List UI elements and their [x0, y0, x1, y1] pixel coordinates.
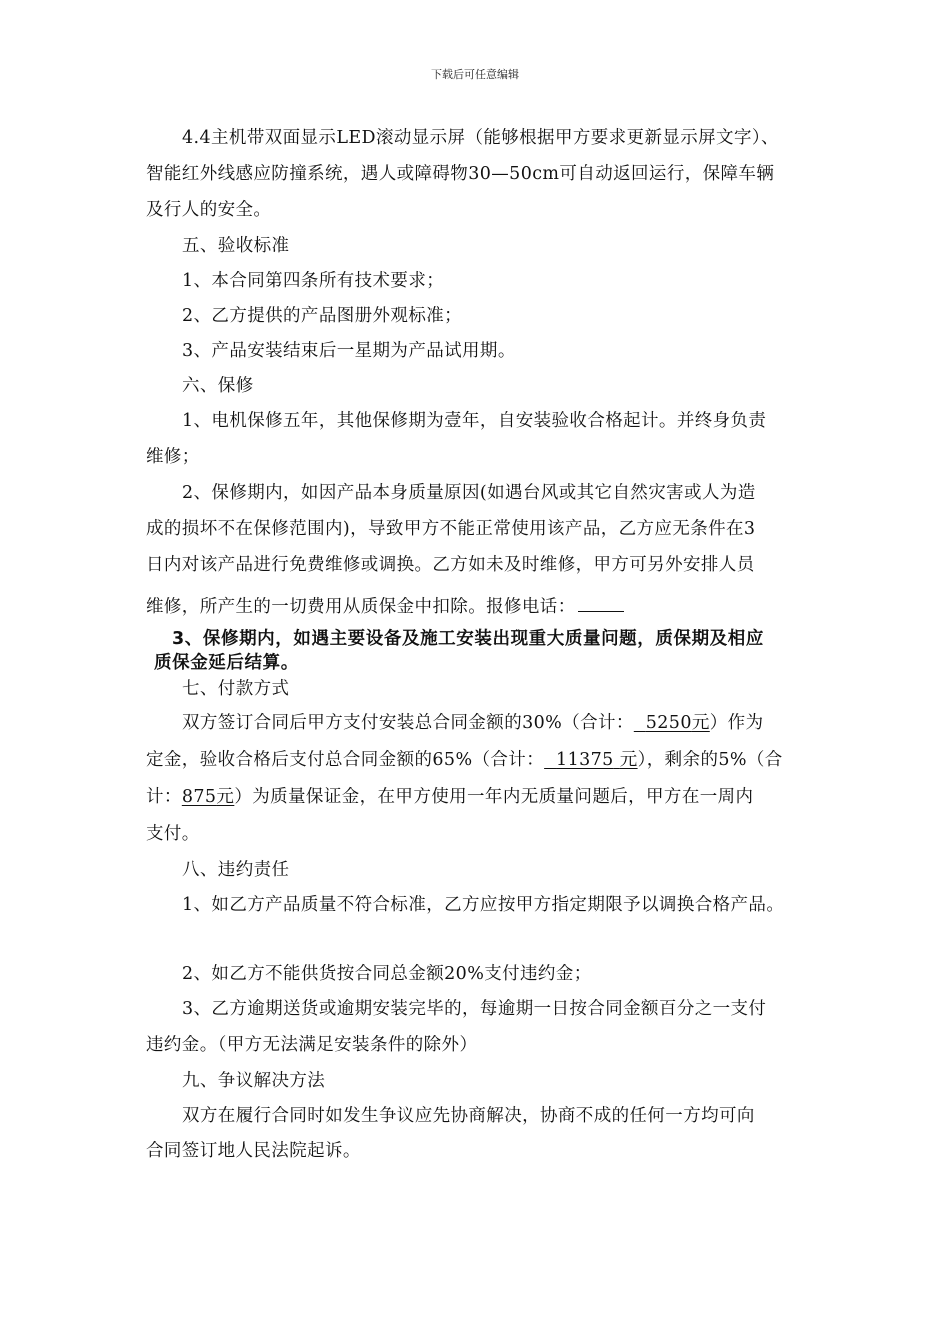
acceptance-amount-value: 11375: [556, 750, 614, 770]
clause-4-4-line1: 4.4主机带双面显示LED滚动显示屏（能够根据甲方要求更新显示屏文字）、: [182, 128, 779, 148]
acceptance-amount-unit: 元: [619, 750, 638, 770]
deposit-amount-value: 5250: [645, 713, 692, 733]
deposit-amount: [634, 713, 710, 733]
clause-4-4-line2: 智能红外线感应防撞系统，遇人或障碍物30—50cm可自动返回运行，保障车辆: [146, 164, 775, 184]
payment-text: 计：: [146, 787, 182, 807]
acceptance-item-2: 2、乙方提供的产品图册外观标准；: [182, 306, 463, 326]
acceptance-item-1: 1、本合同第四条所有技术要求；: [182, 271, 445, 291]
breach-item-3-line2: 违约金。（甲方无法满足安装条件的除外）: [146, 1035, 478, 1055]
retention-amount-value: 875: [181, 787, 217, 807]
payment-line4: 支付。: [146, 824, 200, 844]
payment-line1: [182, 712, 763, 734]
warranty-item-3-line1: 3、保修期内，如遇主要设备及施工安装出现重大质量问题，质保期及相应: [172, 629, 764, 649]
repair-phone-blank: [578, 593, 624, 612]
retention-amount: [182, 787, 235, 807]
warranty-item-2-line2: 成的损坏不在保修范围内)，导致甲方不能正常使用该产品，乙方应无条件在3: [146, 519, 756, 539]
section-9-heading: 九、争议解决方法: [182, 1071, 326, 1091]
repair-phone-label: 维修，所产生的一切费用从质保金中扣除。报修电话：: [146, 597, 576, 617]
warranty-item-1-line2: 维修；: [146, 447, 200, 467]
breach-item-3-line1: 3、乙方逾期送货或逾期安装完毕的，每逾期一日按合同金额百分之一支付: [182, 999, 767, 1019]
warranty-item-2-line4: [146, 593, 624, 618]
warranty-item-3-line2: 质保金延后结算。: [154, 653, 299, 673]
retention-amount-unit: 元: [216, 787, 235, 807]
payment-line3: [146, 786, 753, 808]
payment-text: ）作为: [709, 713, 764, 733]
page-header: 下载后可任意编辑: [431, 68, 519, 81]
payment-text: 定金，验收合格后支付总合同金额的65%（合计：: [146, 750, 545, 770]
section-5-heading: 五、验收标准: [182, 236, 290, 256]
payment-line2: [146, 749, 783, 771]
breach-item-1: 1、如乙方产品质量不符合标准，乙方应按甲方指定期限予以调换合格产品。: [182, 895, 785, 915]
section-6-heading: 六、保修: [182, 376, 254, 396]
section-8-heading: 八、违约责任: [182, 860, 290, 880]
payment-text: ）为质量保证金，在甲方使用一年内无质量问题后，甲方在一周内: [234, 787, 754, 807]
dispute-line2: 合同签订地人民法院起诉。: [146, 1141, 361, 1161]
deposit-amount-unit: 元: [691, 713, 710, 733]
dispute-line1: 双方在履行合同时如发生争议应先协商解决，协商不成的任何一方均可向: [182, 1106, 755, 1126]
clause-4-4-line3: 及行人的安全。: [146, 200, 272, 220]
payment-text: ），剩余的5%（合: [637, 750, 783, 770]
warranty-item-2-line1: 2、保修期内，如因产品本身质量原因(如遇台风或其它自然灾害或人为造: [182, 483, 756, 503]
warranty-item-2-line3: 日内对该产品进行免费维修或调换。乙方如未及时维修，甲方可另外安排人员: [146, 555, 755, 575]
warranty-item-1-line1: 1、电机保修五年，其他保修期为壹年，自安装验收合格起计。并终身负责: [182, 411, 767, 431]
section-7-heading: 七、付款方式: [182, 679, 290, 699]
acceptance-item-3: 3、产品安装结束后一星期为产品试用期。: [182, 341, 516, 361]
breach-item-2: 2、如乙方不能供货按合同总金额20%支付违约金；: [182, 964, 592, 984]
acceptance-amount: [544, 750, 637, 770]
payment-text: 双方签订合同后甲方支付安装总合同金额的30%（合计：: [182, 713, 634, 733]
